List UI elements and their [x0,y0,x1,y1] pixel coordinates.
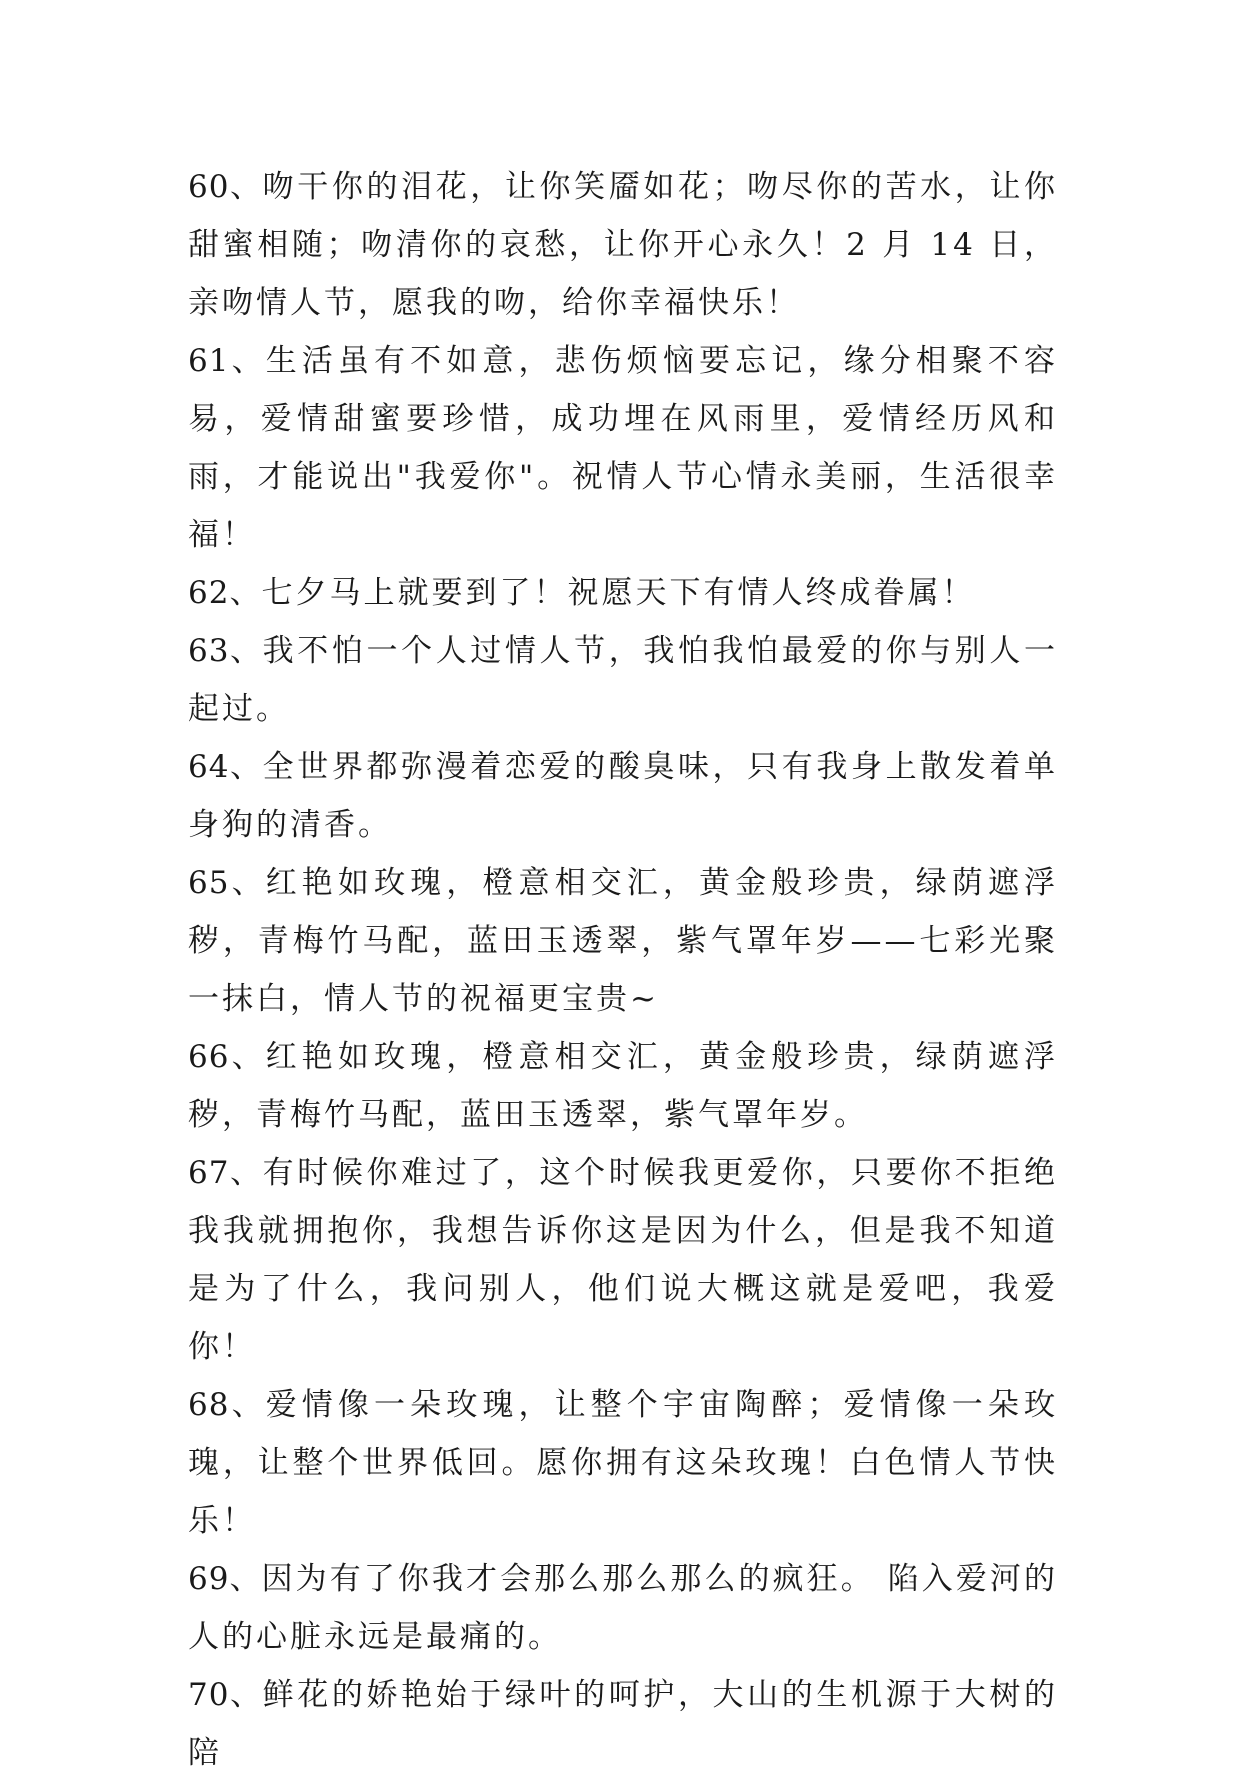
entry-text: 七夕马上就要到了！祝愿天下有情人终成眷属！ [261,575,976,611]
entry-separator: 、 [229,749,263,785]
entry-number: 65 [188,865,230,901]
entry-number: 66 [188,1039,230,1075]
entry-separator: 、 [229,343,266,379]
list-item [188,158,1058,332]
entry-separator: 、 [229,169,263,205]
entry-number: 64 [188,749,230,785]
entry-number: 67 [188,1155,230,1191]
entry-separator: 、 [229,1155,263,1191]
list-item [188,1376,1058,1550]
entry-separator: 、 [229,865,266,901]
list-item [188,1028,1058,1144]
list-item [188,1666,1058,1782]
list-item [188,854,1058,1028]
entry-text: 红艳如玫瑰，橙意相交汇，黄金般珍贵，绿荫遮浮秽，青梅竹马配，蓝田玉透翠，紫气罩年岁。 [188,1039,1059,1133]
entry-text: 红艳如玫瑰，橙意相交汇，黄金般珍贵，绿荫遮浮秽，青梅竹马配，蓝田玉透翠，紫气罩年岁——七彩光聚一抹白，情人节的祝福更宝贵~ [188,865,1059,1017]
entry-text: 有时候你难过了，这个时候我更爱你，只要你不拒绝我我就拥抱你，我想告诉你这是因为什么，但是我不知道是为了什么，我问别人，他们说大概这就是爱吧，我爱你！ [188,1155,1059,1365]
list-item [188,738,1058,854]
entry-text: 我不怕一个人过情人节，我怕我怕最爱的你与别人一起过。 [188,633,1059,727]
entry-separator: 、 [229,575,262,611]
entry-separator: 、 [229,1561,262,1597]
entry-separator: 、 [229,1387,266,1423]
list-item [188,332,1058,564]
entry-text: 鲜花的娇艳始于绿叶的呵护，大山的生机源于大树的陪 [188,1677,1059,1771]
document-body [188,158,1058,1782]
list-item [188,622,1058,738]
entry-number: 68 [188,1387,230,1423]
list-item [188,1144,1058,1376]
entry-number: 61 [188,343,230,379]
list-item [188,564,1058,622]
entry-text: 爱情像一朵玫瑰，让整个宇宙陶醉；爱情像一朵玫瑰，让整个世界低回。愿你拥有这朵玫瑰！白色情人节快乐！ [188,1387,1059,1539]
entry-text: 吻干你的泪花，让你笑靥如花；吻尽你的苦水，让你甜蜜相随；吻清你的哀愁，让你开心永久！2 月 14 日，亲吻情人节，愿我的吻，给你幸福快乐！ [188,169,1059,321]
list-item [188,1550,1058,1666]
entry-separator: 、 [229,1039,266,1075]
entry-number: 60 [188,169,230,205]
entry-separator: 、 [229,1677,263,1713]
entry-text: 全世界都弥漫着恋爱的酸臭味，只有我身上散发着单身狗的清香。 [188,749,1059,843]
entry-text: 因为有了你我才会那么那么那么的疯狂。 陷入爱河的人的心脏永远是最痛的。 [188,1561,1058,1655]
entry-separator: 、 [229,633,263,669]
entry-number: 62 [188,575,230,611]
entry-number: 69 [188,1561,230,1597]
entry-number: 70 [188,1677,230,1713]
entry-number: 63 [188,633,230,669]
entry-text: 生活虽有不如意，悲伤烦恼要忘记，缘分相聚不容易，爱情甜蜜要珍惜，成功埋在风雨里，爱情经历风和雨，才能说出"我爱你"。祝情人节心情永美丽，生活很幸福！ [188,343,1059,553]
